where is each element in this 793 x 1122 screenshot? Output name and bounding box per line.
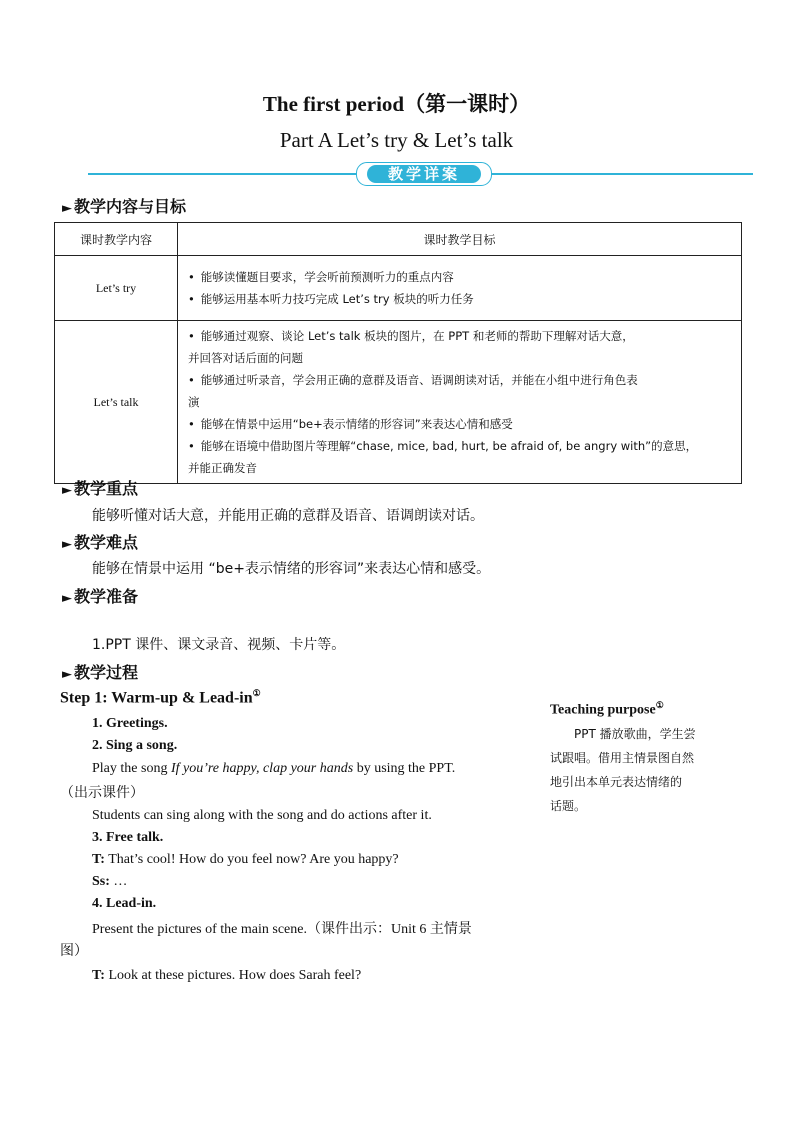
section-content-goals-label: 教学内容与目标 <box>74 197 187 216</box>
key-points-text: 能够听懂对话大意，并能用正确的意群及语音、语调朗读对话。 <box>92 508 484 524</box>
section-preparation <box>62 584 138 607</box>
section-preparation-label: 教学准备 <box>74 587 139 606</box>
table-header-row <box>55 223 742 256</box>
triangle-bullet-icon: ► <box>62 483 72 498</box>
goal-continuation: 演 <box>188 395 200 409</box>
section-process <box>62 660 138 683</box>
students-line: Students can sing along with the song and do actions after it. <box>92 808 432 823</box>
goal-item: • 能够读懂题目要求，学会听前预测听力的重点内容 <box>188 270 454 284</box>
goal-item: • 能够在情景中运用“be+表示情绪的形容词”来表达心情和感受 <box>188 417 513 431</box>
goals-table <box>54 222 742 484</box>
teaching-purpose-line: PPT 播放歌曲，学生尝 <box>574 727 696 741</box>
play-note: （出示课件） <box>60 786 144 801</box>
triangle-bullet-icon: ► <box>62 591 72 606</box>
row-goals <box>178 256 742 321</box>
triangle-bullet-icon: ► <box>62 667 72 682</box>
table-row <box>55 321 742 484</box>
present-line-cont: 图） <box>60 944 88 959</box>
teaching-purpose-line: 地引出本单元表达情绪的 <box>550 775 683 789</box>
section-content-goals <box>62 194 186 217</box>
page-subtitle: Part A Let’s try & Let’s talk <box>279 128 514 152</box>
lead-in-item: 4. Lead-in. <box>92 896 157 911</box>
teaching-purpose-body <box>550 722 718 818</box>
free-talk-item: 3. Free talk. <box>92 830 164 845</box>
goal-item: • 能够运用基本听力技巧完成 Let’s try 板块的听力任务 <box>188 292 474 306</box>
triangle-bullet-icon: ► <box>62 201 72 216</box>
section-difficulties-label: 教学难点 <box>74 533 139 552</box>
goal-item: • 能够通过观察、谈论 Let’s talk 板块的图片，在 PPT 和老师的帮助下理解对话大意， <box>188 329 634 343</box>
song-title: If you’re happy, clap your hands <box>170 761 354 776</box>
section-key-points-label: 教学重点 <box>74 479 139 498</box>
students-reply: Ss: … <box>92 874 128 889</box>
teaching-purpose-title: Teaching purpose① <box>550 700 664 718</box>
goal-continuation: 并能正确发音 <box>188 461 257 475</box>
triangle-bullet-icon: ► <box>62 537 72 552</box>
teacher-line-1: T: That’s cool! How do you feel now? Are you happy? <box>92 852 399 867</box>
present-line: Present the pictures of the main scene.（课件出示：Unit 6 主情景 <box>92 922 472 937</box>
preparation-text: 1.PPT 课件、课文录音、视频、卡片等。 <box>92 637 346 653</box>
section-process-label: 教学过程 <box>74 663 139 682</box>
teacher-line-2: T: Look at these pictures. How does Sarah feel? <box>92 968 362 983</box>
step1-title: Step 1: Warm-up & Lead-in① <box>60 688 261 707</box>
row-goals <box>178 321 742 484</box>
goal-continuation: 并回答对话后面的问题 <box>188 351 303 365</box>
goal-item: • 能够在语境中借助图片等理解“chase, mice, bad, hurt, be afraid of, be angry with”的意思， <box>188 439 698 453</box>
footnote-marker: ① <box>655 700 664 710</box>
play-song-line: Play the song If you’re happy, clap your hands by using the PPT. <box>92 761 456 776</box>
teaching-purpose-line: 话题。 <box>550 799 587 813</box>
section-key-points <box>62 476 138 499</box>
row-content: Let’s try <box>55 256 178 321</box>
header-goals: 课时教学目标 <box>178 223 742 256</box>
greetings-item: 1. Greetings. <box>92 716 168 731</box>
banner-label: 教学详案 <box>367 165 481 183</box>
teaching-purpose-line: 试跟唱。借用主情景图自然 <box>550 751 695 765</box>
header-content: 课时教学内容 <box>55 223 178 256</box>
section-difficulties <box>62 530 138 553</box>
goal-item: • 能够通过听录音，学会用正确的意群及语音、语调朗读对话，并能在小组中进行角色表 <box>188 373 638 387</box>
sing-item: 2. Sing a song. <box>92 738 178 753</box>
footnote-marker: ① <box>252 688 261 698</box>
banner-badge <box>356 162 492 186</box>
row-content: Let’s talk <box>55 321 178 484</box>
page-title: The first period（第一课时） <box>262 92 531 116</box>
table-row <box>55 256 742 321</box>
difficulties-text: 能够在情景中运用 “be+表示情绪的形容词”来表达心情和感受。 <box>92 561 491 577</box>
